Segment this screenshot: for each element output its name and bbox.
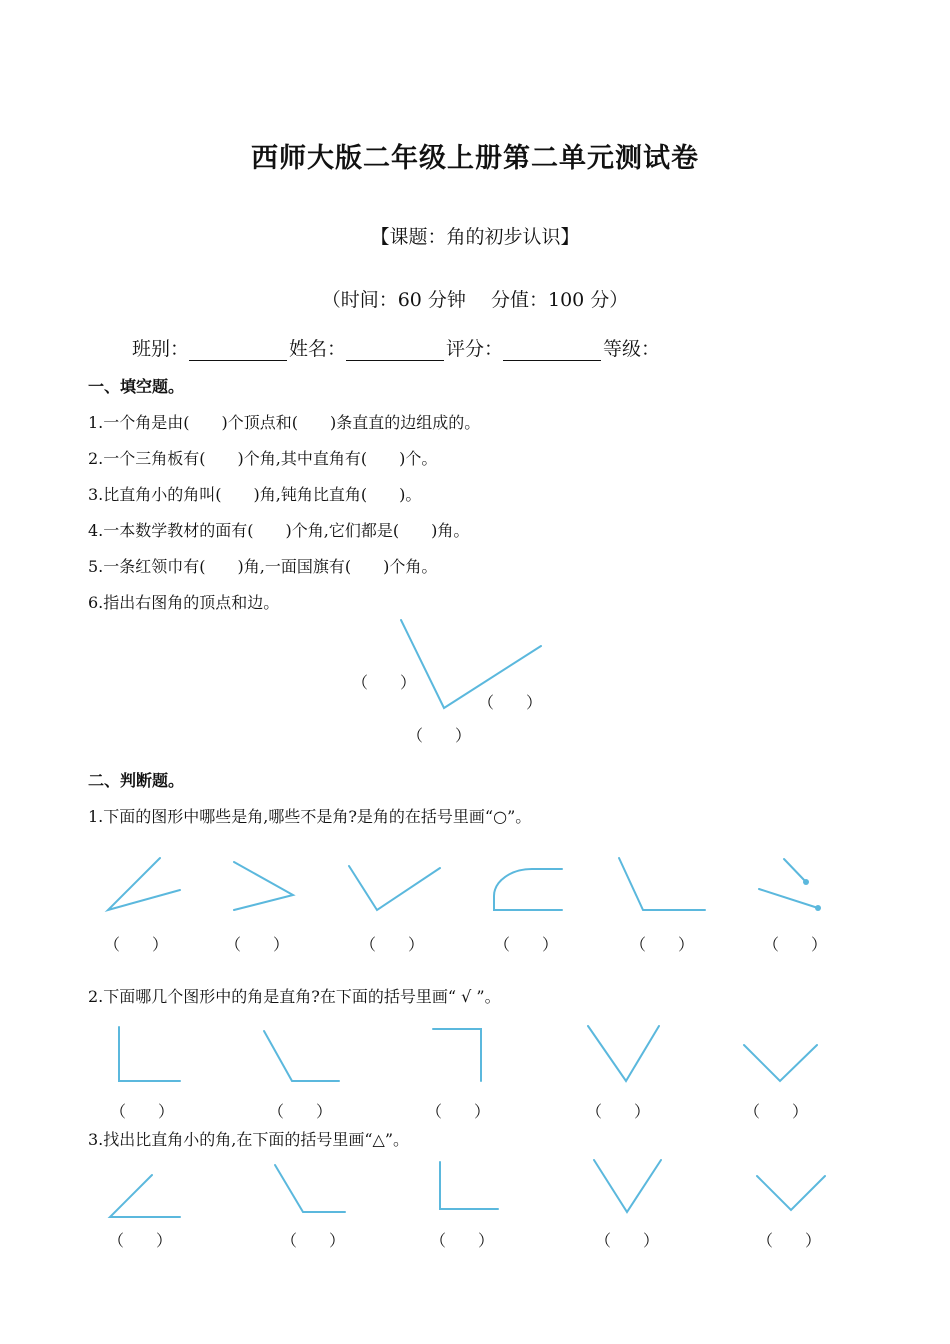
name-label: 姓名： [289, 338, 347, 360]
q1-figure-3 [349, 866, 440, 910]
q1-paren-2[interactable]: （ ） [225, 935, 290, 954]
time-info: （时间：60 分钟 分值：100 分） [321, 289, 629, 311]
fill-question-1: 1.一个角是由( )个顶点和( )条直直的边组成的。 [88, 413, 481, 432]
q3-figure-5 [757, 1176, 825, 1210]
q2-paren-3[interactable]: （ ） [426, 1102, 491, 1121]
q2-figure-5 [744, 1045, 817, 1081]
q3-paren-1[interactable]: （ ） [108, 1231, 173, 1250]
fill-question-2: 2.一个三角板有( )个角,其中直角有( )个。 [88, 449, 438, 468]
class-label: 班别： [132, 338, 190, 360]
q1-paren-6[interactable]: （ ） [763, 935, 828, 954]
fill-question-6: 6.指出右图角的顶点和边。 [88, 593, 280, 612]
q1-paren-5[interactable]: （ ） [630, 935, 695, 954]
q1-figure-4 [494, 869, 562, 910]
q2-figure-4 [588, 1026, 659, 1081]
q1-paren-4[interactable]: （ ） [494, 935, 559, 954]
q2-figure-3 [433, 1029, 481, 1081]
q2-paren-5[interactable]: （ ） [744, 1102, 809, 1121]
vertex-side-paren-right[interactable]: （ ） [478, 693, 543, 712]
q1-paren-3[interactable]: （ ） [360, 935, 425, 954]
q1-figure-6a [784, 859, 806, 882]
page-title: 西师大版二年级上册第二单元测试卷 [251, 143, 699, 174]
judge-question-1: 1.下面的图形中哪些是角,哪些不是角?是角的在括号里画“○”。 [88, 807, 532, 826]
q3-figure-1 [110, 1175, 180, 1217]
q1-figure-1 [108, 858, 180, 910]
q3-figure-2 [275, 1165, 345, 1212]
q2-paren-1[interactable]: （ ） [110, 1102, 175, 1121]
q1-figure-5 [619, 858, 705, 910]
q2-figure-1 [119, 1027, 180, 1081]
fill-question-3: 3.比直角小的角叫( )角,钝角比直角( )。 [88, 485, 422, 504]
q2-figure-2 [264, 1031, 339, 1081]
q1-figure-2 [234, 862, 293, 910]
q3-paren-3[interactable]: （ ） [430, 1231, 495, 1250]
q3-paren-2[interactable]: （ ） [281, 1231, 346, 1250]
vertex-side-paren-bottom[interactable]: （ ） [407, 726, 472, 745]
section2-heading: 二、判断题。 [88, 771, 185, 790]
q1-figure-6b [759, 889, 818, 908]
vertex-sides-figure [401, 620, 541, 708]
section1-heading: 一、填空题。 [88, 377, 185, 396]
q1-paren-1[interactable]: （ ） [104, 935, 169, 954]
q2-paren-2[interactable]: （ ） [268, 1102, 333, 1121]
q3-figure-3 [440, 1162, 498, 1209]
fill-question-5: 5.一条红领巾有( )角,一面国旗有( )个角。 [88, 557, 438, 576]
q1-figure-6-dot-2 [815, 905, 821, 911]
q3-paren-4[interactable]: （ ） [595, 1231, 660, 1250]
judge-question-2: 2.下面哪几个图形中的角是直角?在下面的括号里画“ √ ”。 [88, 987, 501, 1006]
grade-label: 等级： [603, 338, 661, 360]
topic-line: 【课题：角的初步认识】 [370, 226, 580, 248]
vertex-side-paren-left[interactable]: （ ） [352, 673, 417, 692]
q3-figure-4 [594, 1160, 661, 1212]
fill-question-4: 4.一本数学教材的面有( )个角,它们都是( )角。 [88, 521, 470, 540]
judge-question-3: 3.找出比直角小的角,在下面的括号里画“△”。 [88, 1130, 410, 1149]
score-label: 评分： [446, 338, 504, 360]
q1-figure-6-dot-1 [803, 879, 809, 885]
q2-paren-4[interactable]: （ ） [586, 1102, 651, 1121]
q3-paren-5[interactable]: （ ） [757, 1231, 822, 1250]
